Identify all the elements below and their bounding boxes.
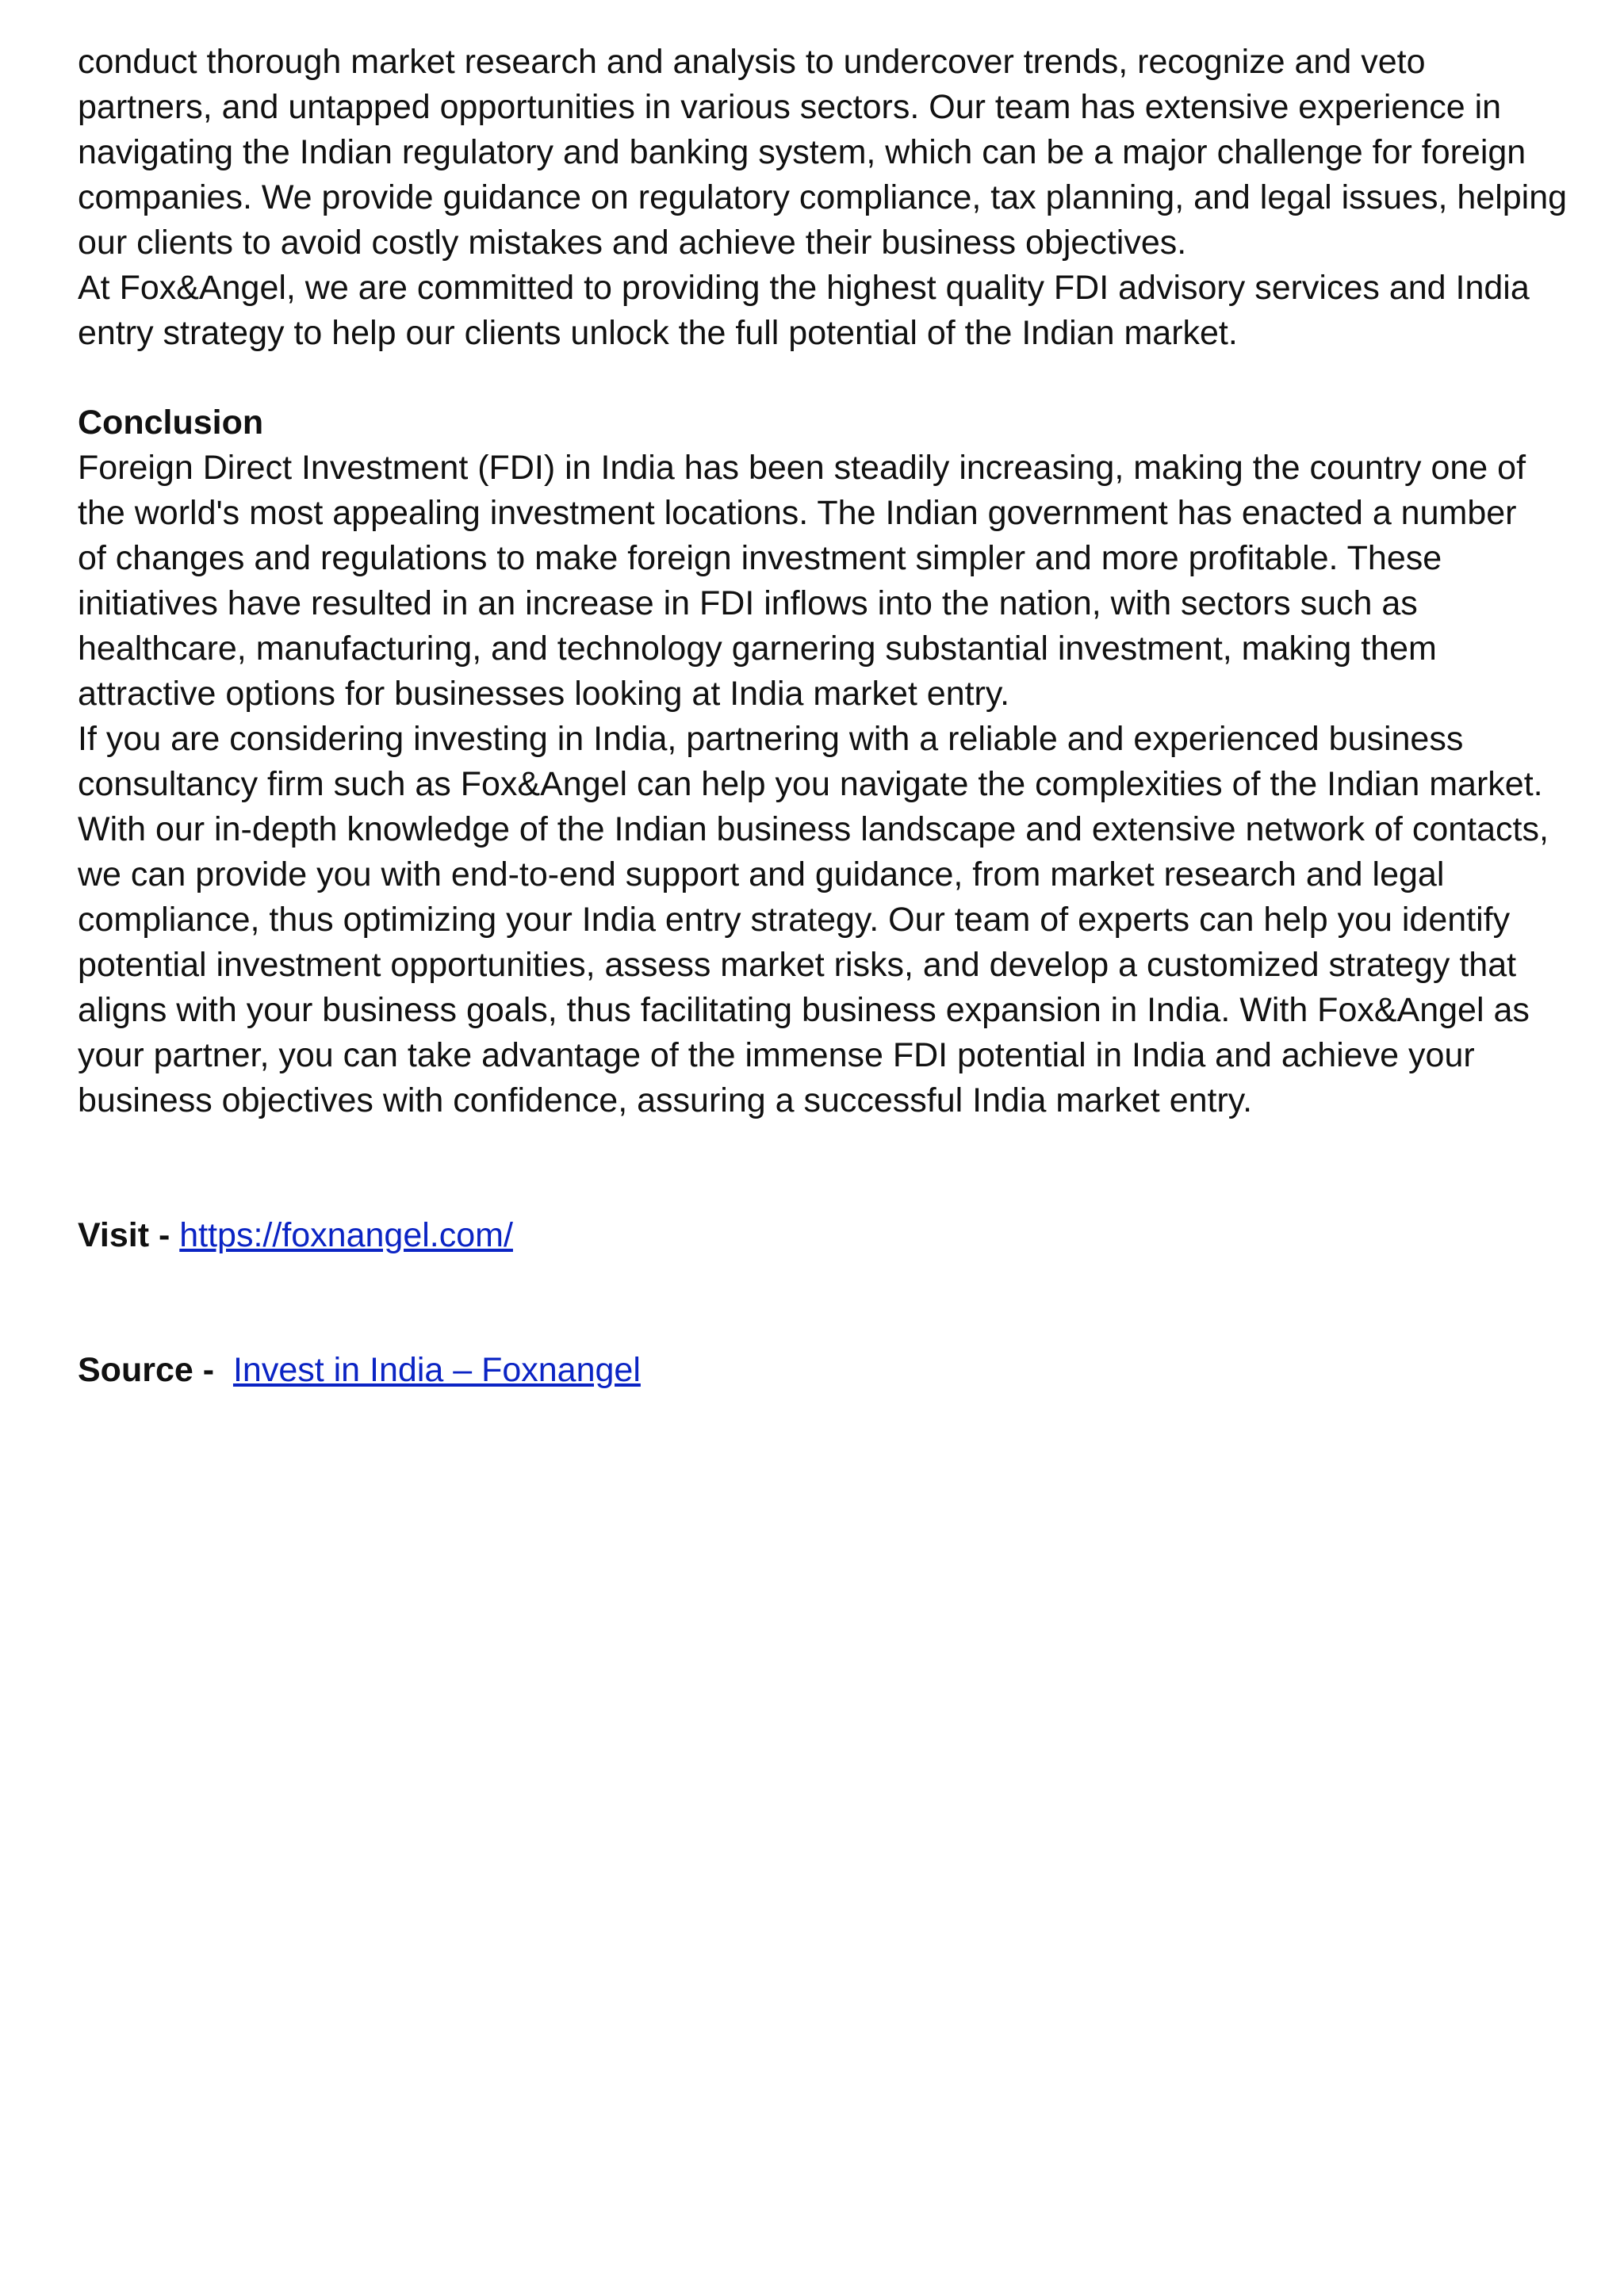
intro-paragraph-1: conduct thorough market research and analysis to undercover trends, recognize and veto partners, and untapped opportunities in various sectors. Our team has extensive experience in navigating the Indian regulatory and banking system, which can be a major challenge for foreign companies. We provide guidance on regulatory compliance, tax planning, and legal issues, helping our clients to avoid costly mistakes and achieve their business objectives.: [78, 43, 1568, 262]
intro-paragraph-2: At Fox&Angel, we are committed to providing the highest quality FDI advisory services and India entry strategy to help our clients unlock the full potential of the Indian market.: [78, 269, 1530, 352]
source-label: Source -: [78, 1351, 224, 1389]
visit-link[interactable]: https://foxnangel.com/: [179, 1216, 513, 1254]
conclusion-heading: Conclusion: [78, 404, 264, 442]
source-spacer: [78, 1258, 1568, 1348]
visit-spacer: [78, 1123, 1568, 1213]
source-line: [78, 1348, 1568, 1393]
source-link[interactable]: Invest in India – Foxnangel: [232, 1351, 641, 1389]
document-page: [78, 40, 1568, 1393]
visit-label: Visit -: [78, 1216, 180, 1254]
conclusion-paragraph-2: If you are considering investing in India, partnering with a reliable and experienced business consultancy firm such as Fox&Angel can help you navigate the complexities of the Indian market. With our in-depth knowledge of the Indian business landscape and extensive network of contacts, we can provide you with end-to-end support and guidance, from market research and legal compliance, thus optimizing your India entry strategy. Our team of experts can help you identify potential investment opportunities, assess market risks, and develop a customized strategy that aligns with your business goals, thus facilitating business expansion in India. With Fox&Angel as your partner, you can take advantage of the immense FDI potential in India and achieve your business objectives with confidence, assuring a successful India market entry.: [78, 720, 1549, 1119]
visit-line: [78, 1213, 1568, 1258]
conclusion-paragraph-1: Foreign Direct Investment (FDI) in India has been steadily increasing, making the country one of the world's most appealing investment locations. The Indian government has enacted a number of changes and regulations to make foreign investment simpler and more profitable. These initiatives have resulted in an increase in FDI inflows into the nation, with sectors such as healthcare, manufacturing, and technology garnering substantial investment, making them attractive options for businesses looking at India market entry.: [78, 449, 1526, 713]
section-gap: [78, 356, 1568, 400]
